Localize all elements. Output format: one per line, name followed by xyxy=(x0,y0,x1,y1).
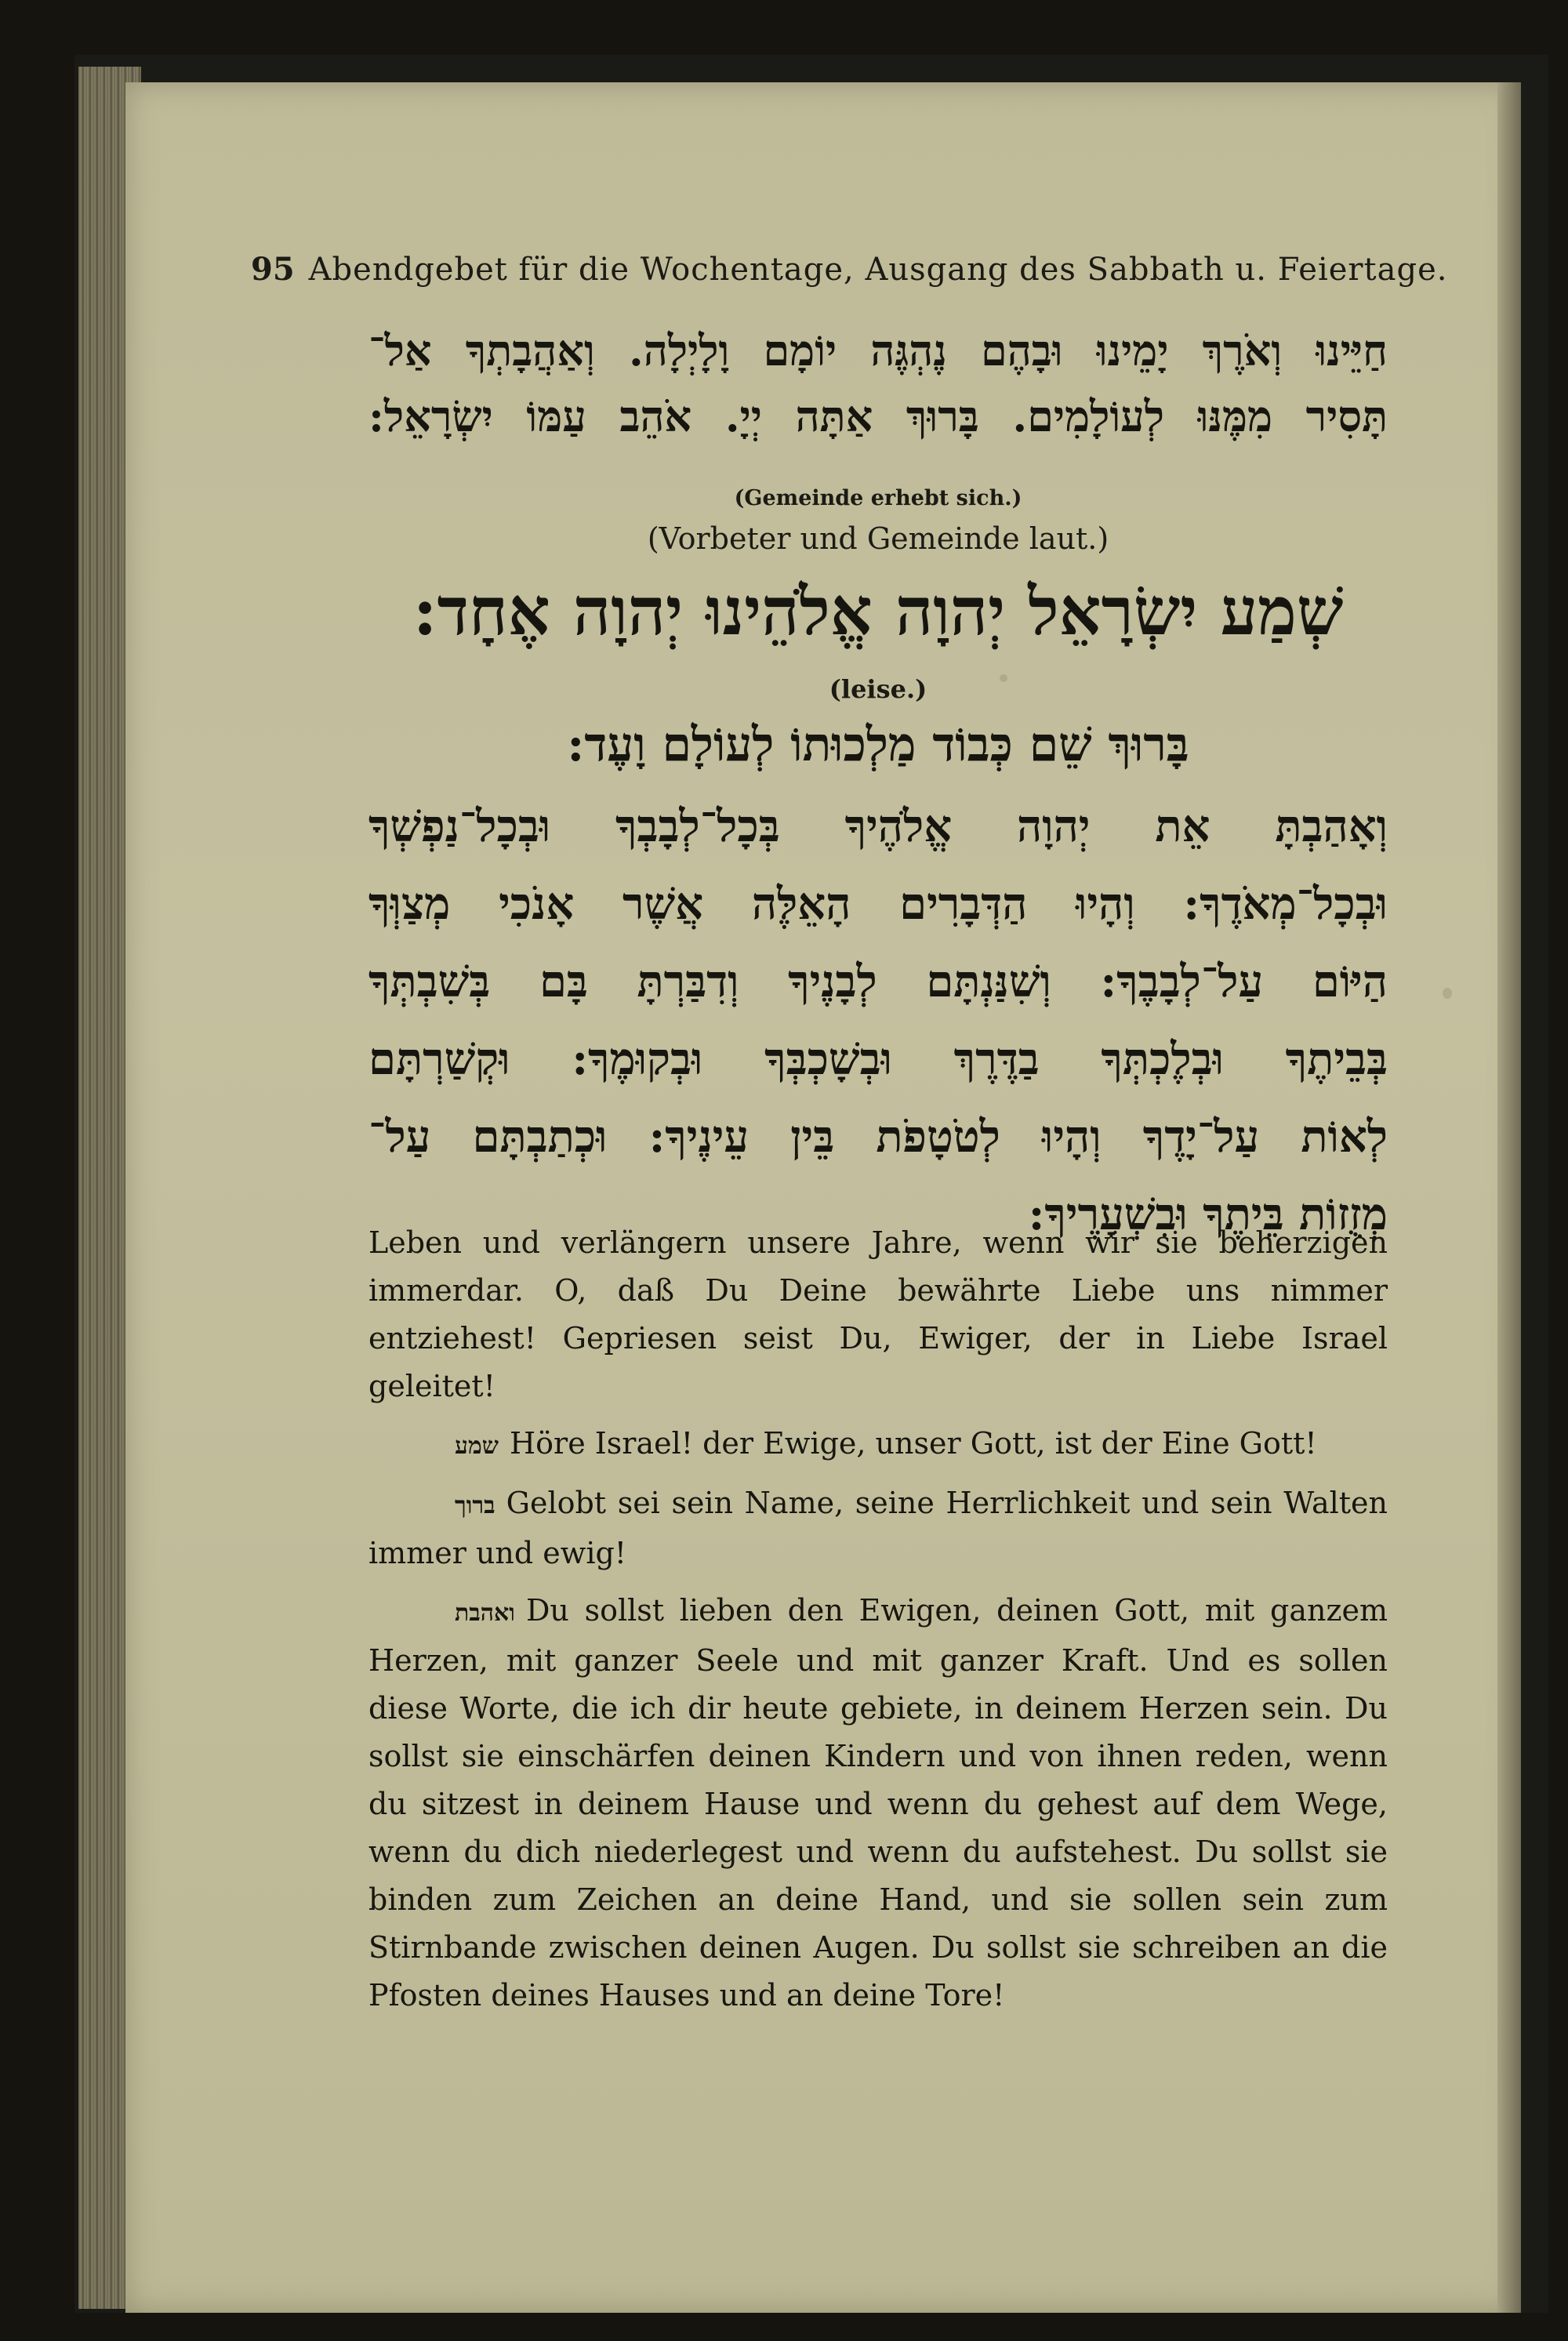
hebrew-line: חַיֵּינוּ וְאֹרֶךְ יָמֵינוּ וּבָהֶם נֶהְגֶּה יוֹמָם וָלָיְלָה. וְאַהֲבָתְךָ אַל־ xyxy=(368,325,1388,376)
shema-line: שְׁמַע יִשְׂרָאֵל יְהוָה אֱלֹהֵינוּ יְהוָה אֶחָד: xyxy=(412,572,1344,650)
baruch-line: בָּרוּךְ שֵׁם כְּבוֹד מַלְכוּתוֹ לְעוֹלָם וָעֶד: xyxy=(567,717,1189,772)
hebrew-line: תָּסִיר מִמֶּנּוּ לְעוֹלָמִים. בָּרוּךְ אַתָּה יְיָ. אֹהֵב עַמּוֹ יִשְׂרָאֵל: xyxy=(368,391,1388,441)
hebrew-line: מְזֻזוֹת בֵּיתֶךָ וּבִשְׁעָרֶיךָ: xyxy=(1028,1189,1388,1240)
german-paragraph xyxy=(368,1420,1388,1470)
paper-spot xyxy=(1443,988,1452,999)
running-head xyxy=(251,251,1448,288)
hebrew-veahavta-block xyxy=(368,788,1388,1254)
hebrew-line: לְאוֹת עַל־יָדֶךָ וְהָיוּ לְטֹטָפֹת בֵּין עֵינֶיךָ: וּכְתַבְתָּם עַל־ xyxy=(368,1111,1388,1163)
hebrew-cue-word: ברוך xyxy=(455,1492,495,1519)
running-head-title: Abendgebet für die Wochentage, Ausgang des Sabbath u. Feiertage. xyxy=(308,252,1448,288)
hebrew-line: בְּבֵיתֶךָ וּבְלֶכְתְּךָ בַדֶּרֶךְ וּבְשָׁכְבְּךָ וּבְקוּמֶךָ: וּקְשַׁרְתָּם xyxy=(368,1033,1388,1085)
hebrew-intro-block xyxy=(368,318,1388,449)
german-paragraph: Leben und verlängern unsere Jahre, wenn wir sie beherzigen immerdar. O, daß Du Deine bewährte Liebe uns nimmer entziehest! Gepriesen seist Du, Ewiger, der in Liebe Israel geleitet! xyxy=(368,1225,1388,1403)
rubric-congregation-rises: (Gemeinde erhebt sich.) xyxy=(734,486,1022,510)
hebrew-line: וְאָהַבְתָּ אֵת יְהוָה אֱלֹהֶיךָ בְּכָל־לְבָבְךָ וּבְכָל־נַפְשְׁךָ xyxy=(368,800,1388,852)
page-number: 95 xyxy=(251,251,295,288)
rubric-quietly: (leise.) xyxy=(829,674,927,704)
german-translation xyxy=(368,1219,1388,2029)
german-paragraph-text: Gelobt sei sein Name, seine Herrlichkeit und sein Walten immer und ewig! xyxy=(368,1486,1388,1570)
german-paragraph xyxy=(368,1587,1388,2020)
hebrew-line: וּבְכָל־מְאֹדֶךָ: וְהָיוּ הַדְּבָרִים הָאֵלֶּה אֲשֶׁר אָנֹכִי מְצַוְּךָ xyxy=(368,878,1388,930)
hebrew-line: הַיּוֹם עַל־לְבָבֶךָ: וְשִׁנַּנְתָּם לְבָנֶיךָ וְדִבַּרְתָּ בָּם בְּשִׁבְתְּךָ xyxy=(368,956,1388,1007)
german-paragraph-text: Höre Israel! der Ewige, unser Gott, ist der Eine Gott! xyxy=(510,1426,1317,1461)
hebrew-cue-word: ואהבת xyxy=(455,1599,515,1627)
page-gutter xyxy=(1497,82,1521,2313)
german-paragraph xyxy=(368,1479,1388,1577)
german-paragraph-text: Du sollst lieben den Ewigen, deinen Gott, mit ganzem Herzen, mit ganzer Seele und mit ganzer Kraft. Und es sollen diese Worte, die ich dir heute gebiete, in deinem Herzen sein. Du sollst sie einschärfen deinen Kindern und von ihnen reden, wenn du sitzest in deinem Hause und wenn du gehest auf dem Wege, wenn du dich niederlegest und wenn du aufstehest. Du sollst sie binden zum Zeichen an deine Hand, und sie sollen sein zum Stirnbande zwischen deinen Augen. Du sollst sie schreiben an die Pfosten deines Hauses und an deine Tore! xyxy=(368,1593,1388,2013)
rubric-cantor-aloud: (Vorbeter und Gemeinde laut.) xyxy=(647,521,1109,556)
hebrew-cue-word: שמע xyxy=(455,1432,499,1460)
